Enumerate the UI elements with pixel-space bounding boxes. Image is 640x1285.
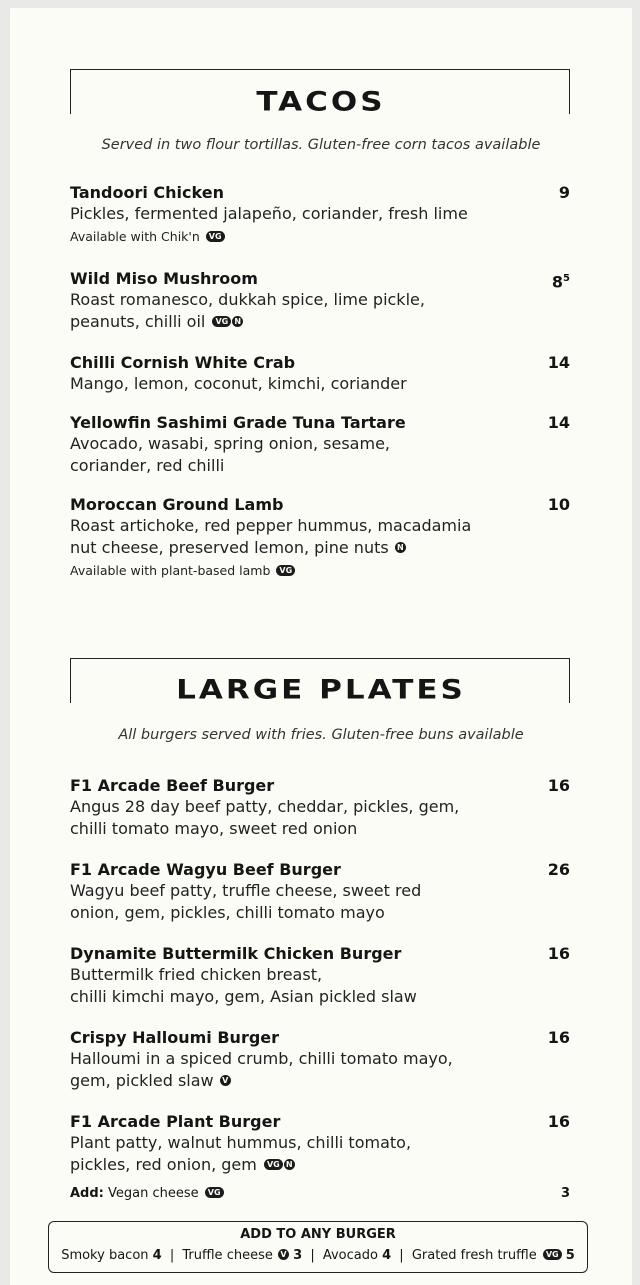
item-price: 10 (547, 495, 570, 514)
item-name: F1 Arcade Plant Burger (70, 1112, 281, 1131)
nuts-badge-icon: N (395, 542, 406, 553)
item-name: Moroccan Ground Lamb (70, 495, 284, 514)
item-price (552, 268, 570, 292)
desc-line: Roast artichoke, red pepper hummus, macadamia (70, 516, 472, 535)
add-text: Vegan cheese (108, 1186, 199, 1201)
add-label: Add: (70, 1186, 104, 1201)
item-name: Crispy Halloumi Burger (70, 1028, 280, 1047)
menu-item (70, 494, 570, 581)
extra-name: Smoky bacon (61, 1248, 149, 1263)
item-note (70, 561, 570, 581)
item-price: 9 (558, 183, 570, 202)
add-to-burger-box (48, 1221, 588, 1273)
item-description: Buttermilk fried chicken breast, chilli kimchi mayo, gem, Asian pickled slaw (70, 965, 417, 1006)
extra-price: 4 (382, 1248, 392, 1263)
menu-item (70, 268, 570, 333)
item-name: Tandoori Chicken (70, 183, 224, 202)
extras-list (49, 1248, 587, 1263)
item-price: 16 (547, 944, 570, 963)
nuts-badge-icon: N (232, 316, 243, 327)
desc-line: nut cheese, preserved lemon, pine nuts (70, 538, 389, 557)
separator: | (399, 1248, 404, 1263)
item-name: Chilli Cornish White Crab (70, 353, 296, 372)
tacos-heading: TACOS (256, 86, 386, 118)
desc-line: Halloumi in a spiced crumb, chilli tomato mayo, (70, 1049, 453, 1068)
extra-price: 3 (293, 1248, 303, 1263)
vegetarian-badge-icon: V (220, 1075, 231, 1086)
item-name: F1 Arcade Beef Burger (70, 776, 275, 795)
separator: | (310, 1248, 315, 1263)
menu-item (70, 943, 570, 1008)
menu-item (70, 412, 570, 477)
menu-item (70, 1027, 570, 1092)
extra-name: Avocado (322, 1248, 378, 1263)
vegetarian-badge-icon: V (278, 1249, 289, 1260)
item-price: 14 (547, 413, 570, 432)
large-plates-heading: LARGE PLATES (176, 674, 466, 706)
price-main: 8 (551, 272, 564, 292)
vegan-badge-icon: VG (206, 231, 225, 242)
menu-item (70, 352, 570, 395)
vegan-badge-icon: VG (264, 1159, 283, 1170)
extra-name: Grated fresh truffle (411, 1248, 537, 1263)
desc-line: Plant patty, walnut hummus, chilli tomato, (70, 1133, 412, 1152)
menu-item (70, 1111, 570, 1176)
large-plates-subtitle: All burgers served with fries. Gluten-free buns available (118, 727, 524, 743)
item-name: Yellowfin Sashimi Grade Tuna Tartare (70, 413, 406, 432)
menu-page (10, 8, 632, 1285)
extra-price: 4 (152, 1248, 162, 1263)
vegan-badge-icon: VG (543, 1249, 562, 1260)
menu-item (70, 775, 570, 840)
item-price: 26 (547, 860, 570, 879)
add-vegan-cheese-row (70, 1186, 570, 1201)
extras-title: ADD TO ANY BURGER (240, 1227, 396, 1242)
item-description: Mango, lemon, coconut, kimchi, coriander (70, 374, 407, 393)
note-text: Available with Chik'n (70, 229, 200, 244)
item-description: Avocado, wasabi, spring onion, sesame, coriander, red chilli (70, 434, 390, 475)
item-name: F1 Arcade Wagyu Beef Burger (70, 860, 341, 879)
item-name: Wild Miso Mushroom (70, 269, 258, 288)
item-price: 16 (547, 1028, 570, 1047)
extra-name: Truffle cheese (182, 1248, 273, 1263)
extra-price: 5 (565, 1248, 575, 1263)
price-superscript: 5 (563, 273, 570, 284)
item-description (70, 1132, 570, 1176)
item-price: 16 (547, 1112, 570, 1131)
item-description (70, 289, 570, 333)
item-description (70, 515, 570, 559)
desc-line: Roast romanesco, dukkah spice, lime pickle, (70, 290, 425, 309)
item-description (70, 1048, 570, 1092)
separator: | (169, 1248, 175, 1263)
desc-line: peanuts, chilli oil (70, 312, 206, 331)
item-note (70, 227, 570, 247)
desc-line: gem, pickled slaw (70, 1071, 214, 1090)
vegan-badge-icon: VG (212, 316, 231, 327)
vegan-badge-icon: VG (276, 565, 295, 576)
tacos-subtitle: Served in two flour tortillas. Gluten-free corn tacos available (101, 137, 541, 153)
menu-item (70, 859, 570, 924)
nuts-badge-icon: N (284, 1159, 295, 1170)
menu-item (70, 182, 570, 247)
item-price: 14 (547, 353, 570, 372)
desc-line: pickles, red onion, gem (70, 1155, 257, 1174)
item-description: Pickles, fermented jalapeño, coriander, fresh lime (70, 204, 468, 223)
vegan-badge-icon: VG (205, 1187, 224, 1198)
add-price: 3 (560, 1186, 570, 1201)
item-name: Dynamite Buttermilk Chicken Burger (70, 944, 402, 963)
item-description: Wagyu beef patty, truffle cheese, sweet red onion, gem, pickles, chilli tomato mayo (70, 881, 422, 922)
item-price: 16 (547, 776, 570, 795)
note-text: Available with plant-based lamb (70, 563, 271, 578)
item-description: Angus 28 day beef patty, cheddar, pickles, gem, chilli tomato mayo, sweet red onion (70, 797, 460, 838)
